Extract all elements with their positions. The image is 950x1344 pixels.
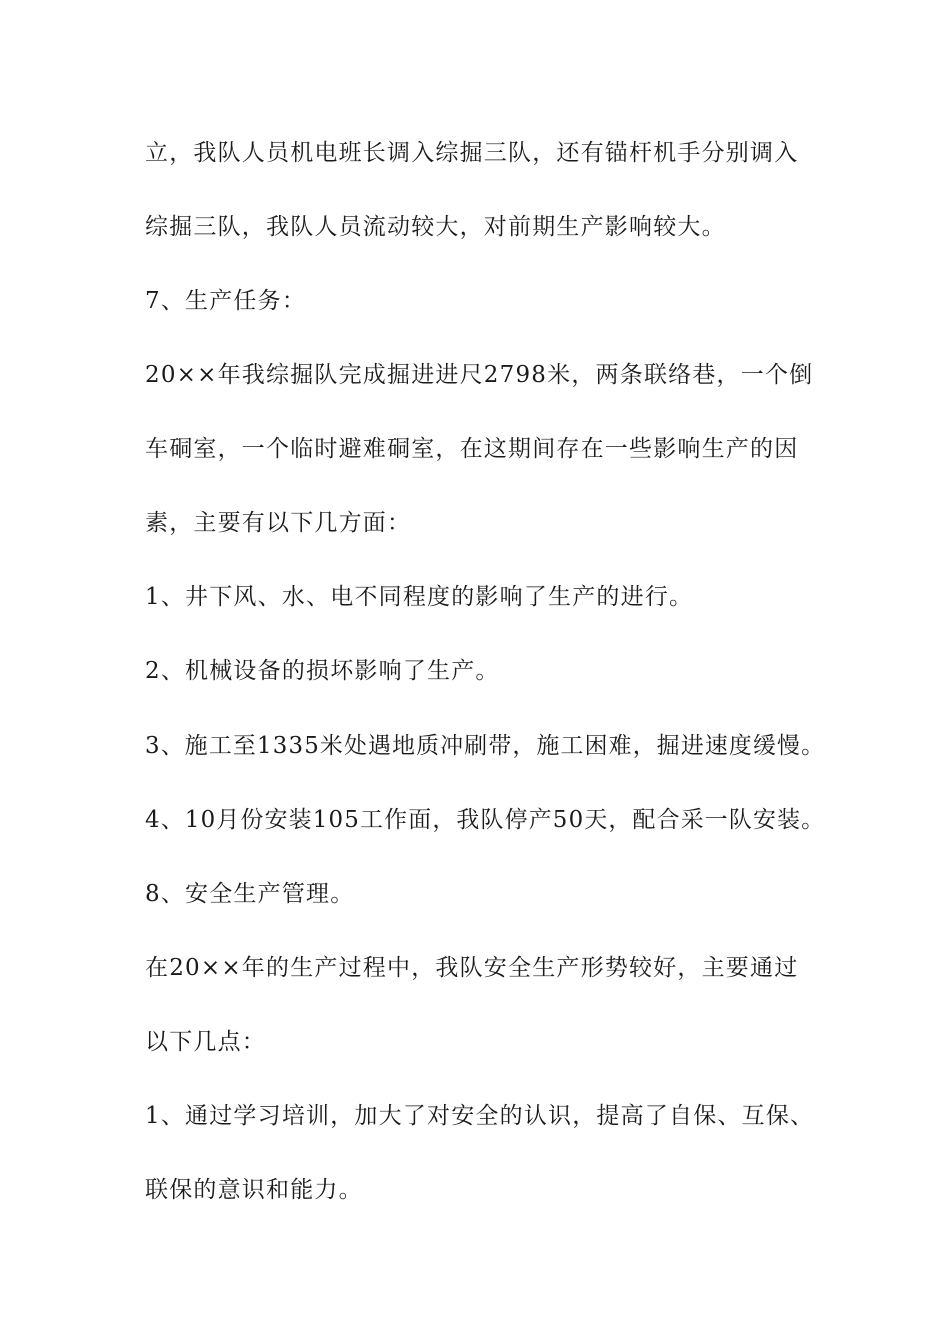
text-line: 联保的意识和能力。	[145, 1177, 363, 1203]
section-heading: 7、生产任务：	[145, 288, 307, 314]
list-item: 1、井下风、水、电不同程度的影响了生产的进行。	[145, 584, 694, 610]
section-heading: 8、安全生产管理。	[145, 881, 355, 907]
text-line: 车硐室，一个临时避难硐室，在这期间存在一些影响生产的因	[145, 436, 799, 462]
list-item: 4、10月份安装105工作面，我队停产50天，配合采一队安装。	[145, 807, 826, 833]
list-item: 1、通过学习培训，加大了对安全的认识，提高了自保、互保、	[145, 1103, 815, 1129]
text-line: 综掘三队，我队人员流动较大，对前期生产影响较大。	[145, 214, 726, 240]
list-item: 2、机械设备的损坏影响了生产。	[145, 658, 500, 684]
text-line: 在20××年的生产过程中，我队安全生产形势较好，主要通过	[145, 955, 799, 981]
text-line: 以下几点：	[145, 1029, 266, 1055]
text-line: 20××年我综掘队完成掘进进尺2798米，两条联络巷，一个倒	[145, 362, 814, 388]
text-line: 素，主要有以下几方面：	[145, 510, 412, 536]
list-item: 3、施工至1335米处遇地质冲刷带，施工困难，掘进速度缓慢。	[145, 733, 826, 759]
text-line: 立，我队人员机电班长调入综掘三队，还有锚杆机手分别调入	[145, 140, 799, 166]
